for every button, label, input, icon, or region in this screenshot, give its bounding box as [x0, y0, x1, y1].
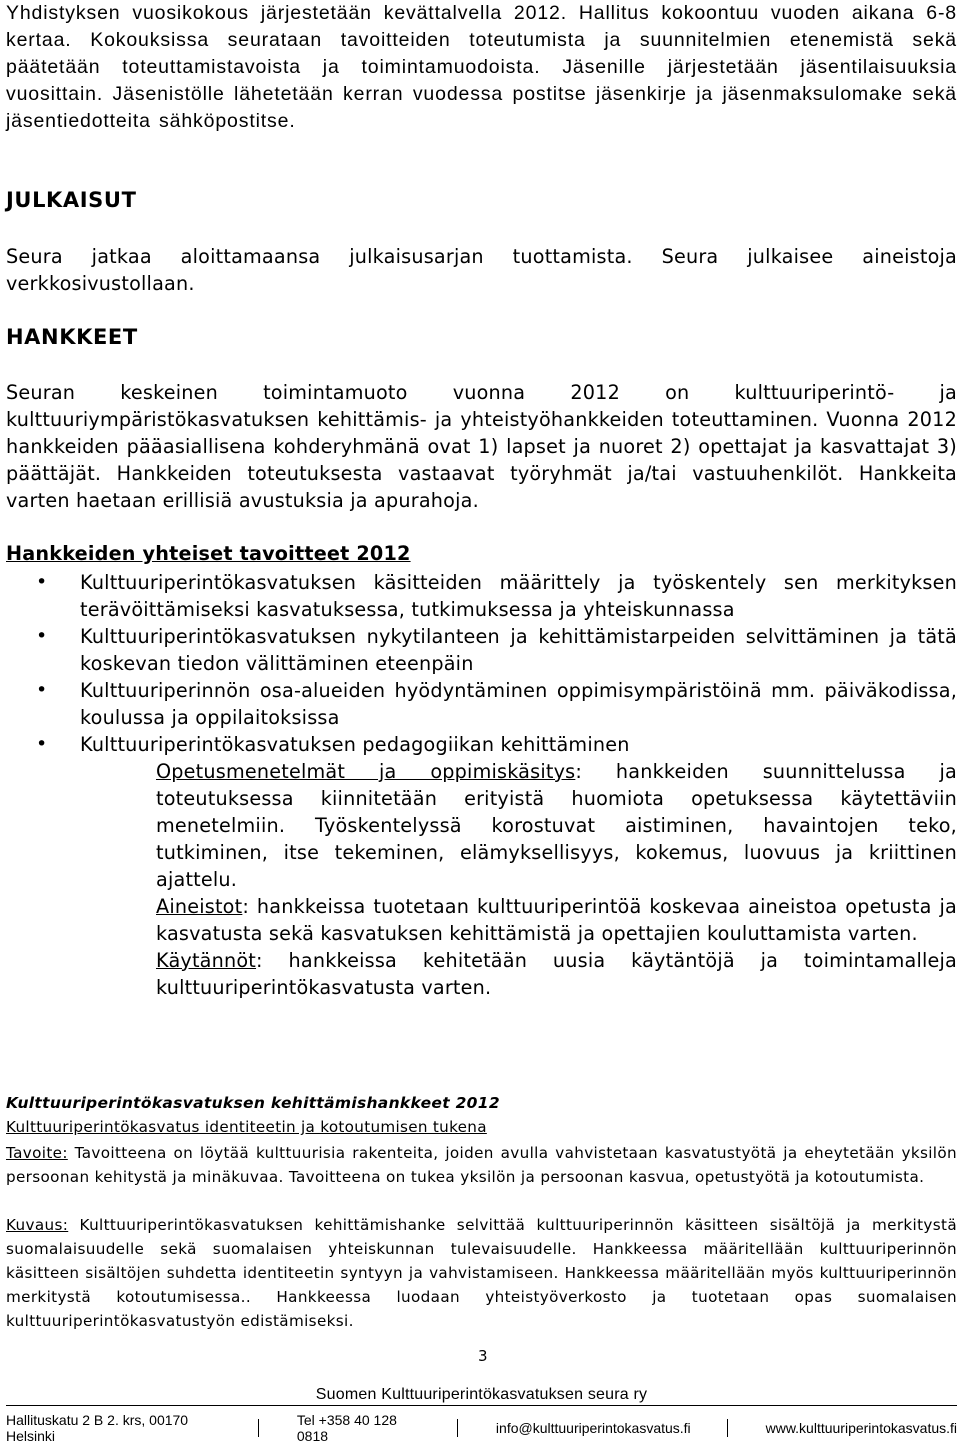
footer-contacts — [6, 1412, 957, 1444]
footer-website[interactable]: www.kulttuuriperintokasvatus.fi — [765, 1420, 958, 1436]
bullet-icon: • — [36, 733, 48, 755]
footer-address: Hallituskatu 2 B 2. krs, 00170 Helsinki — [6, 1412, 189, 1444]
footer-divider — [6, 1405, 957, 1406]
subitem-text: : hankkeiden suunnittelussa ja toteutuksessa kiinnitetään erityistä huomiota opetuksessa käytettäviin menetelmiin. Työskentelyssä korostuvat aistiminen, havaintojen teko, tutkiminen, itse tekeminen, elämyksellisyys, kokemus, luovuus ja kriittinen ajattelu. — [156, 760, 957, 891]
list-item — [6, 677, 957, 731]
bullet-icon: • — [36, 679, 48, 701]
footer-email[interactable]: info@kulttuuriperintokasvatus.fi — [495, 1420, 691, 1436]
subitem-text: : hankkeissa kehitetään uusia käytäntöjä ja toimintamalleja kulttuuriperintökasvatusta varten. — [156, 949, 957, 999]
goal-text: Kulttuuriperintökasvatuksen käsitteiden määrittely ja työskentely sen merkityksen terävöittämiseksi kasvatuksessa, tutkimuksessa ja yhteiskunnassa — [80, 571, 957, 621]
hankkeet-paragraph: Seuran keskeinen toimintamuoto vuonna 2012 on kulttuuriperintö- ja kulttuuriympäristökasvatuksen kehittämis- ja yhteistyöhankkeiden toteuttaminen. Vuonna 2012 hankkeiden pääasiallisena kohderyhmänä ovat 1) lapset ja nuoret 2) opettajat ja kasvattajat 3) päättäjät. Hankkeiden toteutuksesta vastaavat työryhmät ja/tai vastuuhenkilöt. Hankkeita varten haetaan erillisiä avustuksia ja apurahoja. — [6, 381, 957, 512]
section-heading-hankkeet: HANKKEET — [6, 325, 138, 349]
goals-title: Hankkeiden yhteiset tavoitteet 2012 — [6, 542, 411, 565]
footer-separator — [258, 1419, 259, 1437]
subitem-label: Opetusmenetelmät ja oppimiskäsitys — [156, 760, 576, 783]
footer-separator — [457, 1419, 458, 1437]
pedagogy-subitem — [156, 947, 957, 1001]
list-item — [6, 731, 957, 1001]
julkaisut-paragraph: Seura jatkaa aloittamaansa julkaisusarjan tuottamista. Seura julkaisee aineistoja verkkosivustollaan. — [6, 245, 957, 295]
bullet-icon: • — [36, 571, 48, 593]
pedagogy-subitem — [156, 758, 957, 893]
description-body: Kulttuuriperintökasvatuksen kehittämishanke selvittää kulttuuriperinnön käsitteen sisältöjä ja merkitystä suomalaisuudelle sekä suomalaisen yhteiskunnan tulevaisuudelle. Hankkeessa määritellään kulttuuriperinnön käsitteen sisältöjen suhdetta identiteetin syntyyn ja vahvistamiseen. Hankkeessa määritellään myös kulttuuriperinnön merkitystä kotoutumisessa.. Hankkeessa luodaan yhteistyöverkosto ja tuotetaan opas suomalaisen kulttuuriperintökasvatustyön edistämiseksi. — [6, 1216, 957, 1330]
list-item — [6, 623, 957, 677]
pedagogy-subitem — [156, 893, 957, 947]
page-number: 3 — [478, 1347, 488, 1365]
intro-paragraph: Yhdistyksen vuosikokous järjestetään kevättalvella 2012. Hallitus kokoontuu vuoden aikana 6-8 kertaa. Kokouksissa seurataan tavoitteiden toteutumista ja suunnitelmien etenemistä sekä päätetään toteuttamistavoista ja toimintamuodoista. Jäsenille järjestetään jäsentilaisuuksia vuosittain. Jäsenistölle lähetetään kerran vuodessa postitse jäsenkirje ja jäsenmaksulomake sekä jäsentiedotteita sähköpostitse. — [6, 2, 957, 132]
development-description — [6, 1213, 957, 1333]
goal-text: Kulttuuriperintökasvatuksen nykytilanteen ja kehittämistarpeiden selvittäminen ja tätä koskevan tiedon välittäminen eteenpäin — [80, 625, 957, 675]
footer-organization: Suomen Kulttuuriperintökasvatuksen seura ry — [315, 1386, 648, 1403]
description-label: Kuvaus: — [6, 1216, 69, 1234]
development-subtitle: Kulttuuriperintökasvatus identiteetin ja kotoutumisen tukena — [6, 1118, 487, 1136]
subitem-text: : hankkeissa tuotetaan kulttuuriperintöä koskevaa aineistoa opetusta ja kasvatusta sekä kasvatuksen kehittämistä ja opettajien kouluttamista varten. — [156, 895, 957, 945]
development-title: Kulttuuriperintökasvatuksen kehittämishankkeet 2012 — [6, 1094, 500, 1112]
development-goal — [6, 1141, 957, 1189]
goal-body: Tavoitteena on löytää kulttuurisia rakenteita, joiden avulla vahvistetaan kasvatustyötä ja eheytetään yksilön persoonan kehitystä ja minäkuvaa. Tavoitteena on tukea yksilön ja persoonan kasvua, opetustyötä ja kotoutumista. — [6, 1144, 957, 1186]
goals-list — [6, 569, 957, 1001]
bullet-icon: • — [36, 625, 48, 647]
footer-separator — [727, 1419, 728, 1437]
goal-label: Tavoite: — [6, 1144, 68, 1162]
goal-text: Kulttuuriperinnön osa-alueiden hyödyntäminen oppimisympäristöinä mm. päiväkodissa, koulussa ja oppilaitoksissa — [80, 679, 957, 729]
subitem-label: Aineistot — [156, 895, 243, 918]
goal-text: Kulttuuriperintökasvatuksen pedagogiikan kehittäminen — [80, 733, 630, 756]
section-heading-julkaisut: JULKAISUT — [6, 188, 137, 212]
subitem-label: Käytännöt — [156, 949, 257, 972]
footer-phone: Tel +358 40 128 0818 — [296, 1412, 397, 1444]
list-item — [6, 569, 957, 623]
